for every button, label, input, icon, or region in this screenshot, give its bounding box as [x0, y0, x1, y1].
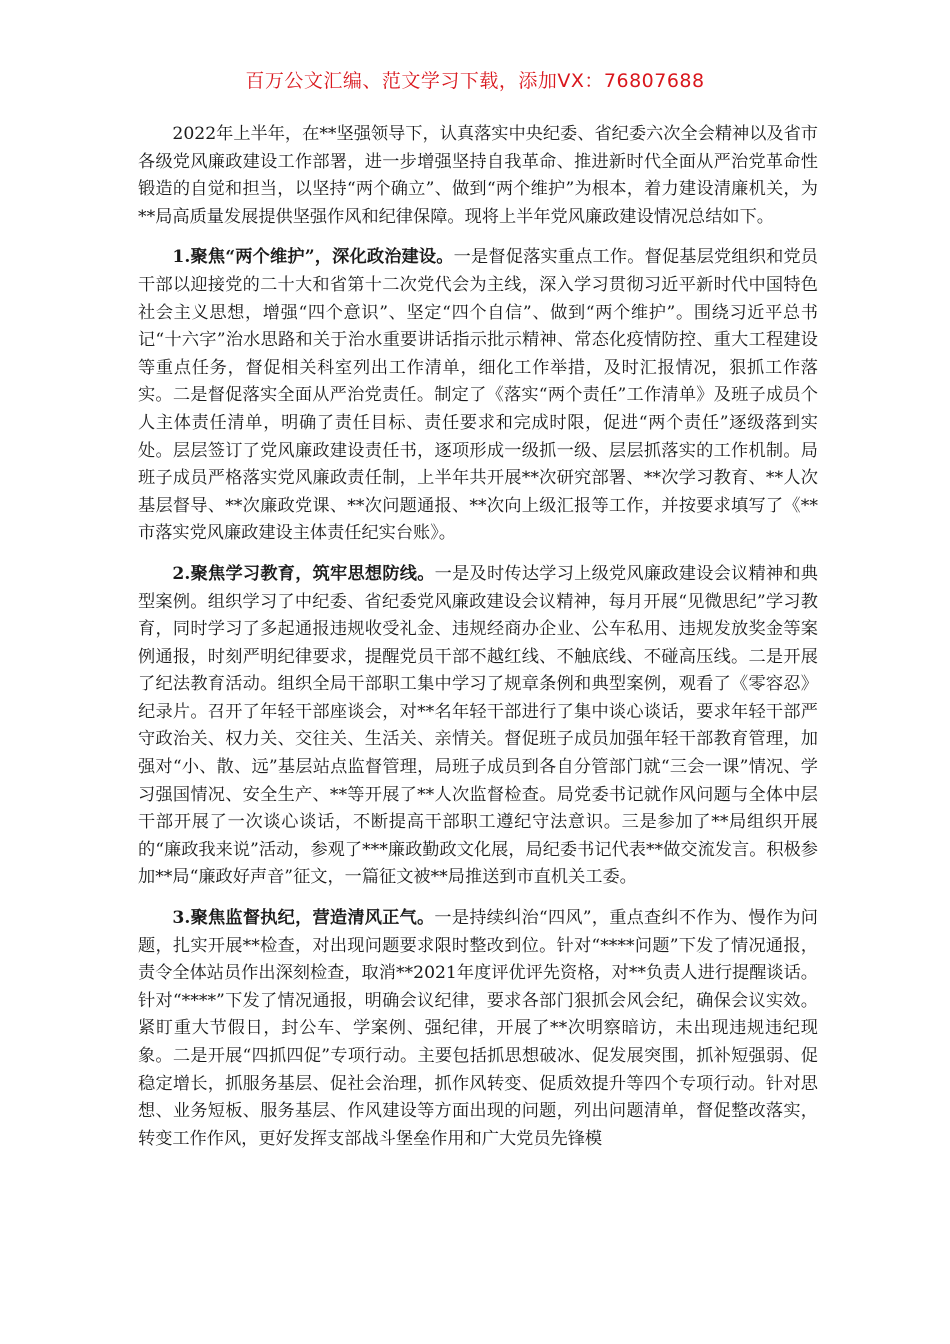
- section-3-paragraph: [138, 905, 818, 1153]
- section-3-heading: 3.聚焦监督执纪，营造清风正气。: [172, 908, 435, 929]
- watermark-header: 百万公文汇编、范文学习下载，添加VX：76807688: [245, 70, 705, 92]
- section-2-text: 一是及时传达学习上级党风廉政建设会议精神和典型案例。组织学习了中纪委、省纪委党风廉政建设会议精神，每月开展“见微思纪”学习教育，同时学习了多起通报违规收受礼金、违规经商办企业、公车私用、违规发放奖金等案例通报，时刻严明纪律要求，提醒党员干部不越红线、不触底线、不碰高压线。二是开展了纪法教育活动。组织全局干部职工集中学习了规章条例和典型案例，观看了《零容忍》纪录片。召开了年轻干部座谈会，对**名年轻干部进行了集中谈心谈话，要求年轻干部严守政治关、权力关、交往关、生活关、亲情关。督促班子成员加强年轻干部教育管理，加强对“小、散、远”基层站点监督管理，局班子成员到各自分管部门就“三会一课”情况、学习强国情况、安全生产、**等开展了**人次监督检查。局党委书记就作风问题与全体中层干部开展了一次谈心谈话，不断提高干部职工遵纪守法意识。三是参加了**局组织开展的“廉政我来说”活动，参观了***廉政勤政文化展，局纪委书记代表**做交流发言。积极参加**局“廉政好声音”征文，一篇征文被**局推送到市直机关工委。: [138, 563, 818, 888]
- document-body: [138, 121, 818, 1166]
- section-1-heading: 1.聚焦“两个维护”，深化政治建设。: [172, 247, 454, 268]
- section-2-paragraph: [138, 561, 818, 892]
- section-1-paragraph: [138, 244, 818, 548]
- section-2-heading: 2.聚焦学习教育，筑牢思想防线。: [172, 563, 435, 584]
- section-1-text: 一是督促落实重点工作。督促基层党组织和党员干部以迎接党的二十大和省第十二次党代会为主线，深入学习贯彻习近平新时代中国特色社会主义思想，增强“四个意识”、坚定“四个自信”、做到“两个维护”。围绕习近平总书记“十六字”治水思路和关于治水重要讲话指示批示精神、常态化疫情防控、重大工程建设等重点任务，督促相关科室列出工作清单，细化工作举措，及时汇报情况，狠抓工作落实。二是督促落实全面从严治党责任。制定了《落实“两个责任”工作清单》及班子成员个人主体责任清单，明确了责任目标、责任要求和完成时限，促进“两个责任”逐级落到实处。层层签订了党风廉政建设责任书，逐项形成一级抓一级、层层抓落实的工作机制。局班子成员严格落实党风廉政责任制，上半年共开展**次研究部署、**次学习教育、**人次基层督导、**次廉政党课、**次问题通报、**次向上级汇报等工作，并按要求填写了《**市落实党风廉政建设主体责任纪实台账》。: [138, 247, 818, 544]
- intro-paragraph: [138, 121, 818, 231]
- section-3-text: 一是持续纠治“四风”，重点查纠不作为、慢作为问题，扎实开展**检查，对出现问题要求限时整改到位。针对“****问题”下发了情况通报，责令全体站员作出深刻检查，取消**2021年度评优评先资格，对**负责人进行提醒谈话。针对“****”下发了情况通报，明确会议纪律，要求各部门狠抓会风会纪，确保会议实效。紧盯重大节假日，封公车、学案例、强纪律，开展了**次明察暗访，未出现违规违纪现象。二是开展“四抓四促”专项行动。主要包括抓思想破冰、促发展突围，抓补短强弱、促稳定增长，抓服务基层、促社会治理，抓作风转变、促质效提升等四个专项行动。针对思想、业务短板、服务基层、作风建设等方面出现的问题，列出问题清单，督促整改落实，转变工作作风，更好发挥支部战斗堡垒作用和广大党员先锋模: [138, 908, 818, 1149]
- paragraph-text: 2022年上半年，在**坚强领导下，认真落实中央纪委、省纪委六次全会精神以及省市各级党风廉政建设工作部署，进一步增强坚持自我革命、推进新时代全面从严治党革命性锻造的自觉和担当，以坚持“两个确立”、做到“两个维护”为根本，着力建设清廉机关，为**局高质量发展提供坚强作风和纪律保障。现将上半年党风廉政建设情况总结如下。: [138, 124, 818, 227]
